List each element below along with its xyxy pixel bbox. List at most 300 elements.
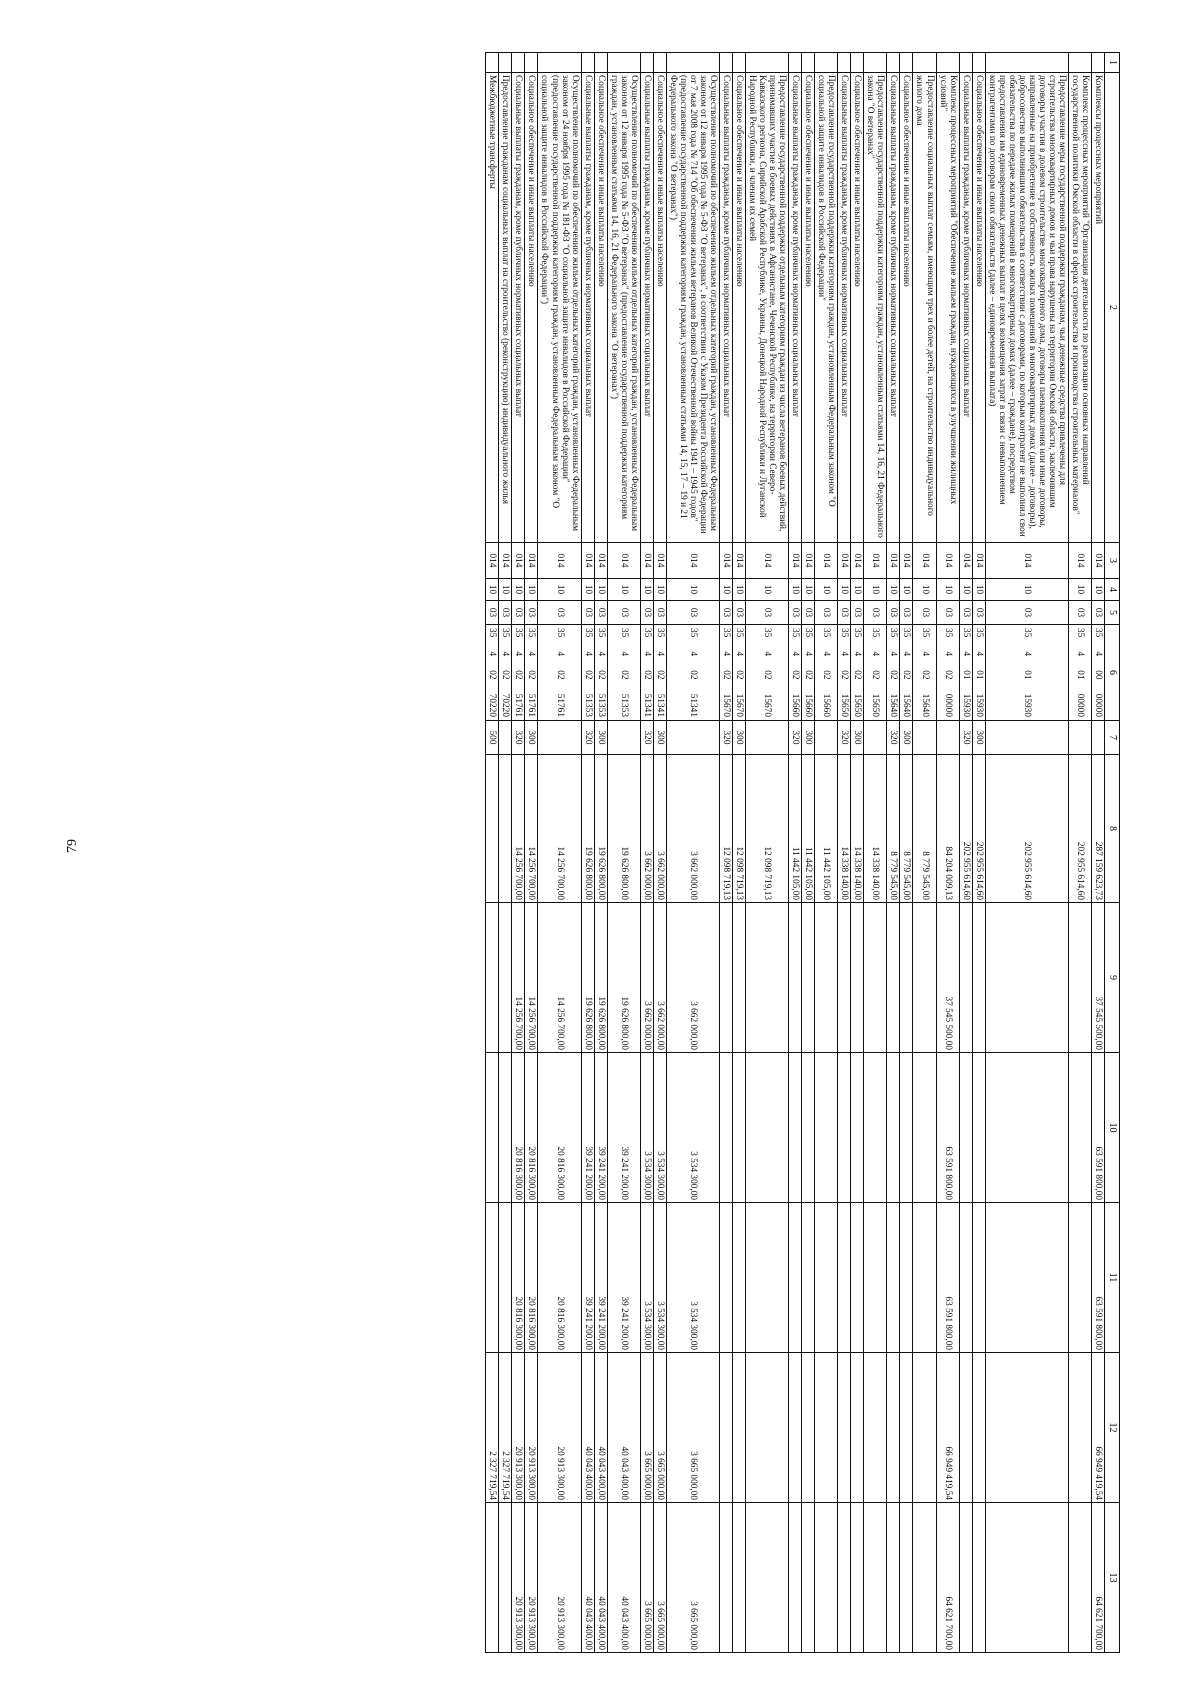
row-cell-c5: 03 bbox=[900, 601, 913, 625]
code-part: 4 bbox=[500, 651, 511, 657]
target-article-code-parts bbox=[919, 625, 929, 720]
row-cell-c7: 320 bbox=[789, 721, 802, 755]
code-part: 4 bbox=[687, 651, 698, 657]
amount-c11 bbox=[746, 1203, 789, 1353]
code-part: 4 bbox=[654, 651, 665, 657]
page-number: 79 bbox=[65, 839, 80, 853]
amount-c12: 40 043 400,00 bbox=[581, 1353, 594, 1503]
code-part: 4 bbox=[821, 651, 832, 657]
code-part: 00000 bbox=[1093, 693, 1103, 717]
code-part: 51341 bbox=[687, 693, 698, 717]
amount-c11: 20 816 300,00 bbox=[538, 1203, 581, 1353]
row-cell-c5: 03 bbox=[913, 601, 936, 625]
amount-c13 bbox=[499, 1503, 512, 1653]
row-cell-c4: 10 bbox=[719, 579, 732, 601]
amount-c13: 3 665 000,00 bbox=[666, 1503, 719, 1653]
row-cell-c7: 300 bbox=[900, 721, 913, 755]
code-part: 35 bbox=[582, 628, 593, 638]
amount-c13: 40 043 400,00 bbox=[594, 1503, 607, 1653]
table-row bbox=[607, 53, 640, 1653]
table-row bbox=[653, 53, 666, 1653]
target-article-code-parts bbox=[803, 625, 813, 720]
code-part: 15660 bbox=[821, 693, 832, 717]
row-cell-1 bbox=[985, 53, 1068, 73]
target-article-code-parts bbox=[870, 625, 880, 720]
amount-c13: 3 665 000,00 bbox=[640, 1503, 653, 1653]
row-cell-c7: 320 bbox=[838, 721, 851, 755]
amount-c10 bbox=[746, 1053, 789, 1203]
row-cell-1 bbox=[733, 53, 746, 73]
amount-c12: 66 949 419,54 bbox=[936, 1353, 959, 1503]
row-cell-c3: 014 bbox=[719, 543, 732, 579]
amount-c12 bbox=[900, 1353, 913, 1503]
code-part: 02 bbox=[942, 670, 953, 680]
amount-c12 bbox=[985, 1353, 1068, 1503]
code-part: 02 bbox=[852, 670, 863, 680]
amount-c8: 3 662 000,00 bbox=[666, 755, 719, 903]
code-part: 35 bbox=[513, 628, 524, 638]
amount-c13 bbox=[486, 1503, 499, 1653]
row-cell-c7: 320 bbox=[581, 721, 594, 755]
target-article-code-parts bbox=[500, 625, 510, 720]
row-cell-c5: 03 bbox=[512, 601, 525, 625]
row-description: Предоставление гражданам социальных выплат на строительство (реконструкцию) индивидуального жилья bbox=[499, 73, 512, 543]
code-part: 4 bbox=[1021, 651, 1032, 657]
target-article-code-parts bbox=[961, 625, 971, 720]
row-cell-c7: 500 bbox=[486, 721, 499, 755]
code-part: 15930 bbox=[973, 693, 984, 717]
amount-c12: 3 665 000,00 bbox=[666, 1353, 719, 1503]
target-article-code bbox=[1068, 625, 1091, 721]
code-part: 35 bbox=[960, 628, 971, 638]
amount-c13: 40 043 400,00 bbox=[581, 1503, 594, 1653]
code-part: 00000 bbox=[942, 693, 953, 717]
row-cell-1 bbox=[851, 53, 864, 73]
amount-c9 bbox=[789, 903, 802, 1053]
code-part: 4 bbox=[973, 651, 984, 657]
target-article-code-parts bbox=[596, 625, 606, 720]
target-article-code bbox=[640, 625, 653, 721]
row-cell-c4: 10 bbox=[512, 579, 525, 601]
row-cell-c3: 014 bbox=[864, 543, 887, 579]
amount-c10 bbox=[802, 1053, 815, 1203]
target-article-code bbox=[719, 625, 732, 721]
row-cell-c4: 10 bbox=[959, 579, 972, 601]
code-part: 00 bbox=[1093, 670, 1103, 680]
row-cell-c7 bbox=[913, 721, 936, 755]
amount-c11: 39 241 200,00 bbox=[607, 1203, 640, 1353]
row-cell-c3: 014 bbox=[653, 543, 666, 579]
code-part: 51341 bbox=[654, 693, 665, 717]
target-article-code-parts bbox=[655, 625, 665, 720]
table-row bbox=[815, 53, 838, 1653]
amount-c13: 20 913 300,00 bbox=[538, 1503, 581, 1653]
row-cell-c5: 03 bbox=[538, 601, 581, 625]
code-part: 35 bbox=[870, 628, 881, 638]
amount-c12 bbox=[719, 1353, 732, 1503]
amount-c9: 14 256 700,00 bbox=[538, 903, 581, 1053]
code-part: 35 bbox=[942, 628, 953, 638]
amount-c8: 287 159 623,73 bbox=[1091, 755, 1104, 903]
code-part: 02 bbox=[721, 670, 731, 680]
target-article-code-parts bbox=[852, 625, 862, 720]
amount-c9 bbox=[972, 903, 985, 1053]
amount-c11: 63 591 800,00 bbox=[1091, 1203, 1104, 1353]
code-part: 35 bbox=[500, 628, 511, 638]
row-cell-c3: 014 bbox=[1091, 543, 1104, 579]
amount-c8: 8 779 545,00 bbox=[913, 755, 936, 903]
code-part: 4 bbox=[790, 651, 801, 657]
amount-c12 bbox=[864, 1353, 887, 1503]
row-cell-c7: 300 bbox=[851, 721, 864, 755]
code-part: 4 bbox=[734, 651, 745, 657]
code-part: 51353 bbox=[582, 693, 593, 717]
row-cell-1 bbox=[1091, 53, 1104, 73]
row-cell-c4: 10 bbox=[936, 579, 959, 601]
code-part: 15670 bbox=[734, 693, 745, 717]
table-row bbox=[851, 53, 864, 1653]
target-article-code bbox=[864, 625, 887, 721]
row-cell-1 bbox=[594, 53, 607, 73]
row-description: Социальное обеспечение и иные выплаты населению bbox=[653, 73, 666, 543]
code-part: 4 bbox=[762, 651, 773, 657]
amount-c10 bbox=[838, 1053, 851, 1203]
row-cell-1 bbox=[815, 53, 838, 73]
code-part: 35 bbox=[1093, 628, 1103, 638]
amount-c12 bbox=[959, 1353, 972, 1503]
table-row bbox=[913, 53, 936, 1653]
row-description: Осуществление полномочий по обеспечению жильем отдельных категорий граждан, установленных Федеральным законом от 24 ноября 1995 года № 181-ФЗ "О социальной защите инвалидов в Российской Федерации" (предоставление государственной поддержки категориям граждан, установленным Федеральным законом "О социальной защите инвалидов в Российской Федерации") bbox=[538, 73, 581, 543]
code-part: 15650 bbox=[870, 693, 881, 717]
amount-c8 bbox=[486, 755, 499, 903]
amount-c10 bbox=[887, 1053, 900, 1203]
code-part: 02 bbox=[888, 670, 899, 680]
amount-c8: 14 256 700,00 bbox=[512, 755, 525, 903]
row-description: Социальное обеспечение и иные выплаты населению bbox=[594, 73, 607, 543]
code-part: 4 bbox=[721, 651, 731, 657]
amount-c12: 66 949 419,54 bbox=[1091, 1353, 1104, 1503]
row-cell-c3: 014 bbox=[525, 543, 538, 579]
row-cell-c3: 014 bbox=[607, 543, 640, 579]
row-description: Предоставление социальных выплат семьям, имеющим трех и более детей, на строительство индивидуального жилого дома bbox=[913, 73, 936, 543]
row-cell-c3: 014 bbox=[838, 543, 851, 579]
amount-c8: 11 442 105,00 bbox=[789, 755, 802, 903]
row-cell-c3: 014 bbox=[887, 543, 900, 579]
amount-c8: 3 662 000,00 bbox=[640, 755, 653, 903]
row-cell-1 bbox=[913, 53, 936, 73]
target-article-code bbox=[815, 625, 838, 721]
row-cell-c4: 10 bbox=[972, 579, 985, 601]
amount-c9 bbox=[959, 903, 972, 1053]
code-part: 4 bbox=[595, 651, 606, 657]
code-part: 35 bbox=[526, 628, 537, 638]
amount-c11 bbox=[959, 1203, 972, 1353]
amount-c12: 40 043 400,00 bbox=[594, 1353, 607, 1503]
amount-c11 bbox=[972, 1203, 985, 1353]
amount-c9 bbox=[486, 903, 499, 1053]
budget-table-page bbox=[100, 52, 1120, 1652]
row-description: Социальное обеспечение и иные выплаты населению bbox=[900, 73, 913, 543]
code-part: 15930 bbox=[960, 693, 971, 717]
amount-c8: 202 955 614,60 bbox=[985, 755, 1068, 903]
table-row bbox=[789, 53, 802, 1653]
code-part: 4 bbox=[1093, 651, 1103, 657]
amount-c9: 14 256 700,00 bbox=[525, 903, 538, 1053]
amount-c11 bbox=[1068, 1203, 1091, 1353]
amount-c12: 3 665 000,00 bbox=[640, 1353, 653, 1503]
target-article-code bbox=[607, 625, 640, 721]
amount-c8: 12 098 719,13 bbox=[719, 755, 732, 903]
row-cell-1 bbox=[499, 53, 512, 73]
row-cell-c5: 03 bbox=[838, 601, 851, 625]
code-part: 35 bbox=[734, 628, 745, 638]
amount-c10 bbox=[815, 1053, 838, 1203]
target-article-code-parts bbox=[1093, 625, 1103, 720]
row-cell-c7: 320 bbox=[719, 721, 732, 755]
target-article-code bbox=[746, 625, 789, 721]
code-part: 15670 bbox=[721, 693, 731, 717]
row-cell-c7 bbox=[1068, 721, 1091, 755]
amount-c11: 3 534 300,00 bbox=[666, 1203, 719, 1353]
row-cell-c3: 014 bbox=[959, 543, 972, 579]
amount-c12: 3 665 000,00 bbox=[653, 1353, 666, 1503]
code-part: 35 bbox=[654, 628, 665, 638]
code-part: 02 bbox=[687, 670, 698, 680]
amount-c10 bbox=[1068, 1053, 1091, 1203]
target-article-code-parts bbox=[688, 625, 698, 720]
row-cell-1 bbox=[538, 53, 581, 73]
amount-c10: 63 591 800,00 bbox=[936, 1053, 959, 1203]
amount-c12: 2 327 719,54 bbox=[486, 1353, 499, 1503]
amount-c12 bbox=[972, 1353, 985, 1503]
row-cell-1 bbox=[900, 53, 913, 73]
amount-c10 bbox=[719, 1053, 732, 1203]
code-part: 4 bbox=[582, 651, 593, 657]
row-cell-c3: 014 bbox=[512, 543, 525, 579]
code-part: 51761 bbox=[554, 693, 565, 717]
row-cell-1 bbox=[719, 53, 732, 73]
row-cell-c4: 10 bbox=[581, 579, 594, 601]
amount-c9: 3 662 000,00 bbox=[640, 903, 653, 1053]
row-cell-c5: 03 bbox=[607, 601, 640, 625]
amount-c10: 3 534 300,00 bbox=[640, 1053, 653, 1203]
amount-c8: 14 256 700,00 bbox=[525, 755, 538, 903]
row-cell-1 bbox=[864, 53, 887, 73]
row-description: Межбюджетные трансферты bbox=[486, 73, 499, 543]
amount-c11: 39 241 200,00 bbox=[594, 1203, 607, 1353]
target-article-code-parts bbox=[943, 625, 953, 720]
row-cell-c5: 03 bbox=[1068, 601, 1091, 625]
target-article-code bbox=[486, 625, 499, 721]
amount-c8: 11 442 105,00 bbox=[815, 755, 838, 903]
row-description: Комплекс процессных мероприятий "Обеспечение жильем граждан, нуждающихся в улучшении жилищных условий" bbox=[936, 73, 959, 543]
amount-c10 bbox=[499, 1053, 512, 1203]
row-description: Комплекс процессных мероприятий "Организация деятельности по реализации основных направлений государственной политики Омской области в сферах строительства и производства строительных материалов" bbox=[1068, 73, 1091, 543]
target-article-code-parts bbox=[762, 625, 772, 720]
amount-c9 bbox=[499, 903, 512, 1053]
row-cell-c3: 014 bbox=[851, 543, 864, 579]
row-cell-c3: 014 bbox=[538, 543, 581, 579]
table-row bbox=[972, 53, 985, 1653]
amount-c12 bbox=[1068, 1353, 1091, 1503]
table-row bbox=[525, 53, 538, 1653]
row-cell-c7 bbox=[499, 721, 512, 755]
code-part: 01 bbox=[1074, 670, 1085, 680]
amount-c10 bbox=[486, 1053, 499, 1203]
code-part: 35 bbox=[554, 628, 565, 638]
row-cell-c4: 10 bbox=[1091, 579, 1104, 601]
row-description: Комплексы процессных мероприятий bbox=[1091, 73, 1104, 543]
row-cell-c4: 10 bbox=[789, 579, 802, 601]
amount-c10 bbox=[864, 1053, 887, 1203]
table-row bbox=[802, 53, 815, 1653]
amount-c11 bbox=[789, 1203, 802, 1353]
amount-c13: 20 913 300,00 bbox=[512, 1503, 525, 1653]
row-description: Социальные выплаты гражданам, кроме публичных нормативных социальных выплат bbox=[838, 73, 851, 543]
table-row bbox=[733, 53, 746, 1653]
code-part: 02 bbox=[526, 670, 537, 680]
amount-c9 bbox=[887, 903, 900, 1053]
target-article-code-parts bbox=[974, 625, 984, 720]
amount-c10: 3 534 300,00 bbox=[653, 1053, 666, 1203]
row-cell-c3: 014 bbox=[802, 543, 815, 579]
target-article-code bbox=[959, 625, 972, 721]
row-cell-c5: 03 bbox=[666, 601, 719, 625]
amount-c9 bbox=[746, 903, 789, 1053]
amount-c13 bbox=[959, 1503, 972, 1653]
amount-c9: 37 545 500,00 bbox=[936, 903, 959, 1053]
code-part: 15660 bbox=[790, 693, 801, 717]
amount-c11 bbox=[913, 1203, 936, 1353]
code-part: 02 bbox=[654, 670, 665, 680]
row-cell-c7: 320 bbox=[640, 721, 653, 755]
amount-c10: 39 241 200,00 bbox=[581, 1053, 594, 1203]
table-row bbox=[719, 53, 732, 1653]
amount-c8: 14 338 140,00 bbox=[851, 755, 864, 903]
row-cell-c4: 10 bbox=[887, 579, 900, 601]
code-part: 35 bbox=[1074, 628, 1085, 638]
col-7-header: 7 bbox=[1105, 721, 1120, 755]
target-article-code-parts bbox=[619, 625, 629, 720]
row-cell-c3: 014 bbox=[1068, 543, 1091, 579]
table-row bbox=[499, 53, 512, 1653]
code-part: 00000 bbox=[1074, 693, 1085, 717]
amount-c10: 20 816 300,00 bbox=[538, 1053, 581, 1203]
code-part: 35 bbox=[973, 628, 984, 638]
code-part: 02 bbox=[513, 670, 524, 680]
amount-c11 bbox=[887, 1203, 900, 1353]
target-article-code-parts bbox=[839, 625, 849, 720]
row-description: Социальные выплаты гражданам, кроме публичных нормативных социальных выплат bbox=[719, 73, 732, 543]
row-cell-c4: 10 bbox=[913, 579, 936, 601]
target-article-code bbox=[666, 625, 719, 721]
code-part: 51761 bbox=[526, 693, 537, 717]
row-cell-c5: 03 bbox=[746, 601, 789, 625]
target-article-code-parts bbox=[642, 625, 652, 720]
code-part: 02 bbox=[821, 670, 832, 680]
amount-c10 bbox=[900, 1053, 913, 1203]
code-part: 4 bbox=[852, 651, 863, 657]
col-12-header: 12 bbox=[1105, 1353, 1120, 1503]
row-description: Предоставление государственной поддержки категориям граждан, установленным Федеральным законом "О социальной защите инвалидов в Российской Федерации" bbox=[815, 73, 838, 543]
row-cell-c3: 014 bbox=[815, 543, 838, 579]
target-article-code bbox=[887, 625, 900, 721]
code-part: 02 bbox=[870, 670, 881, 680]
code-part: 4 bbox=[870, 651, 881, 657]
row-cell-c7: 320 bbox=[959, 721, 972, 755]
row-description: Осуществление полномочий по обеспечению жильем отдельных категорий граждан, установленных Федеральным законом от 12 января 1995 года № 5-ФЗ "О ветеранах" (предоставление государственной поддержки категориям граждан, установленным статьями 14, 16, 21 Федерального закона "О ветеранах") bbox=[607, 73, 640, 543]
amount-c11 bbox=[851, 1203, 864, 1353]
row-cell-c3: 014 bbox=[900, 543, 913, 579]
code-part: 4 bbox=[803, 651, 814, 657]
col-5-header: 5 bbox=[1105, 601, 1120, 625]
code-part: 02 bbox=[839, 670, 850, 680]
row-description: Социальное обеспечение и иные выплаты населению bbox=[851, 73, 864, 543]
row-cell-c3: 014 bbox=[913, 543, 936, 579]
amount-c11: 63 591 800,00 bbox=[936, 1203, 959, 1353]
row-cell-c3: 014 bbox=[972, 543, 985, 579]
target-article-code-parts bbox=[734, 625, 744, 720]
amount-c8: 202 955 614,60 bbox=[1068, 755, 1091, 903]
row-cell-c4: 10 bbox=[640, 579, 653, 601]
row-cell-1 bbox=[936, 53, 959, 73]
row-cell-c3: 014 bbox=[985, 543, 1068, 579]
amount-c11 bbox=[733, 1203, 746, 1353]
target-article-code bbox=[538, 625, 581, 721]
amount-c8: 3 662 000,00 bbox=[653, 755, 666, 903]
col-4-header: 4 bbox=[1105, 579, 1120, 601]
row-cell-c5: 03 bbox=[972, 601, 985, 625]
row-cell-1 bbox=[887, 53, 900, 73]
code-part: 35 bbox=[595, 628, 606, 638]
row-cell-c3: 014 bbox=[733, 543, 746, 579]
row-cell-c5: 03 bbox=[486, 601, 499, 625]
code-part: 35 bbox=[888, 628, 899, 638]
target-article-code bbox=[525, 625, 538, 721]
code-part: 51761 bbox=[513, 693, 524, 717]
amount-c8: 14 338 140,00 bbox=[864, 755, 887, 903]
row-cell-c5: 03 bbox=[1091, 601, 1104, 625]
row-cell-c5: 03 bbox=[985, 601, 1068, 625]
row-cell-c4: 10 bbox=[1068, 579, 1091, 601]
row-cell-c7 bbox=[815, 721, 838, 755]
code-part: 4 bbox=[888, 651, 899, 657]
amount-c10 bbox=[851, 1053, 864, 1203]
target-article-code bbox=[802, 625, 815, 721]
code-part: 35 bbox=[687, 628, 698, 638]
target-article-code-parts bbox=[888, 625, 898, 720]
target-article-code-parts bbox=[901, 625, 911, 720]
amount-c10 bbox=[789, 1053, 802, 1203]
code-part: 35 bbox=[721, 628, 731, 638]
row-cell-c3: 014 bbox=[499, 543, 512, 579]
amount-c8: 19 626 800,00 bbox=[594, 755, 607, 903]
row-cell-c4: 10 bbox=[525, 579, 538, 601]
amount-c9 bbox=[802, 903, 815, 1053]
row-cell-c5: 03 bbox=[815, 601, 838, 625]
row-description: Социальные выплаты гражданам, кроме публичных нормативных социальных выплат bbox=[581, 73, 594, 543]
amount-c9 bbox=[913, 903, 936, 1053]
code-part: 02 bbox=[734, 670, 745, 680]
row-description: Социальные выплаты гражданам, кроме публичных нормативных социальных выплат bbox=[959, 73, 972, 543]
row-cell-c7: 300 bbox=[653, 721, 666, 755]
target-article-code bbox=[594, 625, 607, 721]
row-cell-c3: 014 bbox=[486, 543, 499, 579]
code-part: 4 bbox=[526, 651, 537, 657]
amount-c13 bbox=[972, 1503, 985, 1653]
row-cell-c3: 014 bbox=[640, 543, 653, 579]
table-row bbox=[666, 53, 719, 1653]
